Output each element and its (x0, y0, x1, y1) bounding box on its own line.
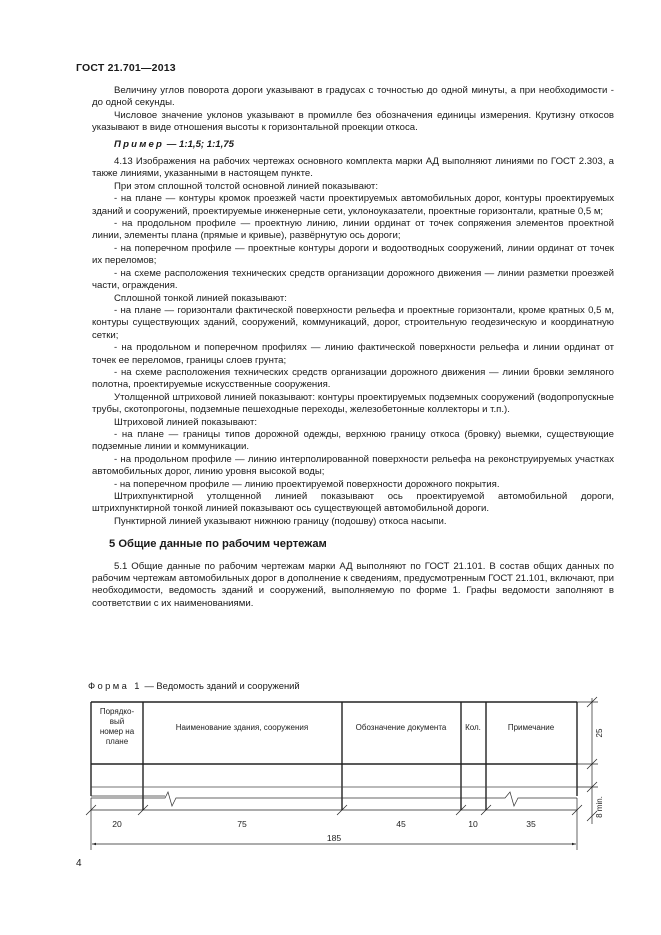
total-width-label: 185 (326, 833, 342, 843)
form-table-drawing (80, 694, 610, 856)
col-width-label: 45 (396, 819, 406, 829)
document-body (92, 85, 614, 610)
list-item: - на схеме расположения технических средств организации дорожного движения — линии бровки земляного полотна, проектируемые искусственные сооружения. (92, 366, 614, 391)
form-caption (88, 680, 300, 691)
col1-header-line: вый (109, 717, 125, 726)
paragraph: Штрихпунктирной утолщенной линией показывают ось проектируемой автомобильной дороги, штрихпунктирной тонкой линией показывают ось существующей автомобильной дороги. (92, 491, 614, 515)
paragraph: Утолщенной штриховой линией показывают: контуры проектируемых подземных сооружений (водопропускные трубы, скотопрогоны, подземные пешеходные переходы, железобетонные коллекторы и т.п.). (92, 391, 614, 416)
paragraph: Пунктирной линией указывают нижнюю границу (подошву) откоса насыпи. (114, 515, 447, 527)
col-width-label: 20 (112, 819, 122, 829)
col-width-label: 35 (526, 819, 536, 829)
paragraph: Штриховой линией показывают: (114, 416, 258, 428)
example-line (92, 139, 614, 151)
col5-header: Примечание (507, 723, 555, 732)
col-width-label: 75 (237, 819, 247, 829)
list-item: - на продольном и поперечном профилях — линию фактической поверхности рельефа и линии ординат от точек ее переломов, границы слоев грунта; (92, 342, 614, 366)
paragraph: 5.1 Общие данные по рабочим чертежам марки АД выполняют по ГОСТ 21.101. В состав общих данных по рабочим чертежам автомобильных дорог в дополнение к сведениям, предусмотренным ГОСТ 21.101, включают, при необходимости, ведомость зданий и сооружений, выполняемую по форме 1. Графы ведомости заполняют в соответствии с их наименованиями. (92, 560, 614, 609)
row-height-label: 8 min. (595, 796, 604, 818)
document-header: ГОСТ 21.701—2013 (76, 62, 176, 74)
col2-header: Наименование здания, сооружения (175, 723, 309, 732)
col1-header-line: Порядко- (99, 707, 135, 716)
col4-header: Кол. (465, 723, 481, 732)
break-line (91, 792, 577, 806)
page-number: 4 (76, 858, 82, 869)
list-item: - на продольном профиле — линию интерполированной поверхности рельефа на реконструируемых участках автомобильных дорог, линию уровня высокой воды; (92, 453, 614, 478)
col-width-label: 10 (468, 819, 478, 829)
section-title: 5 Общие данные по рабочим чертежам (109, 538, 327, 551)
col1-header-line: плане (105, 737, 129, 746)
paragraph: При этом сплошной толстой основной линией показывают: (114, 180, 378, 192)
list-item: - на плане — границы типов дорожной одежды, верхнюю границу откоса (бровку) выемки, существующие подземные линии и коммуникации. (92, 428, 614, 453)
paragraph: Величину углов поворота дороги указывают в градусах с точностью до одной минуты, а при необходимости - до одной секунды. (92, 85, 614, 109)
example-label: Пример (114, 138, 165, 150)
list-item: - на плане — контуры кромок проезжей части проектируемых автомобильных дорог, контуры проектируемых зданий и сооружений, проектируемые инженерные сети, уклоноуказатели, проектные горизонтали, кратные 0,5 м; (92, 193, 614, 217)
list-item: - на продольном профиле — проектную линию, линии ординат от точек сопряжения элементов проектной линии, элементы плана (прямые и кривые), развёрнутую ось дороги; (92, 218, 614, 242)
paragraph: Сплошной тонкой линией показывают: (114, 292, 287, 304)
paragraph: 4.13 Изображения на рабочих чертежах основного комплекта марки АД выполняют линиями по ГОСТ 2.303, а также линиями, указанными в настоящем пункте. (92, 156, 614, 180)
list-item: - на схеме расположения технических средств организации дорожного движения — линии разметки проезжей части, ограждения. (92, 267, 614, 292)
list-item: - на поперечном профиле — линию проектируемой поверхности дорожного покрытия. (114, 478, 500, 490)
list-item: - на плане — горизонтали фактической поверхности рельефа и проектные горизонтали, кроме кратных 0,5 м, контуры существующих зданий, сооружений, коммуникаций, дорог, строительную геодезическую и координатную сетки; (92, 304, 614, 341)
header-height-label: 25 (595, 728, 604, 738)
list-item: - на поперечном профиле — проектные контуры дороги и водоотводных сооружений, линии ординат от точек их переломов; (92, 242, 614, 267)
col3-header: Обозначение документа (355, 723, 447, 732)
col1-header-line: номер на (99, 727, 135, 736)
form-caption-text: — Ведомость зданий и сооружений (141, 680, 300, 691)
example-text: — 1:1,5; 1:1,75 (164, 138, 234, 150)
paragraph: Числовое значение уклонов указывают в промилле без обозначения единицы измерения. Крутизну откосов указывают в виде отношения высоты к горизонтальной проекции откоса. (92, 109, 614, 134)
form-label: Форма 1 (88, 680, 142, 691)
